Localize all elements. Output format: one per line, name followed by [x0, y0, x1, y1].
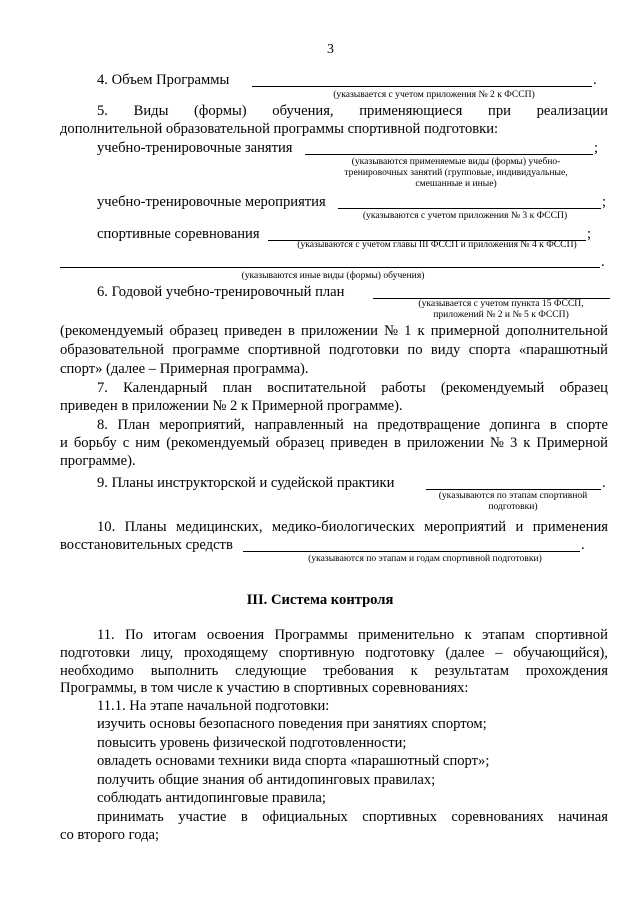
word: необходимо [60, 663, 134, 679]
word: следующие [235, 663, 307, 679]
item-9-end: . [602, 475, 606, 491]
word: по [407, 342, 423, 358]
word: Примерной [536, 435, 608, 451]
training-sessions-note-1: (указываются применяемые виды (формы) учебно- [351, 156, 561, 167]
item-4-note: (указывается с учетом приложения № 2 к ФССП) [333, 89, 535, 100]
word: применения [532, 519, 608, 535]
word: принимать [97, 809, 164, 825]
word: виду [430, 342, 461, 358]
competitions-note: (указываются с учетом главы III ФССП и приложения № 4 к ФССП) [297, 239, 577, 250]
word: медицинских, [175, 519, 263, 535]
word: к [464, 627, 472, 643]
word: освоения [206, 627, 265, 643]
word: официальных [262, 809, 348, 825]
p11-line-1 [97, 626, 608, 644]
word: к [410, 663, 418, 679]
word: образец [275, 435, 325, 451]
word: № [489, 435, 504, 451]
word: спортивной [535, 627, 608, 643]
item-7-line-2: приведен в приложении № 2 к Примерной программе). [60, 398, 403, 414]
word: лицу, [140, 645, 174, 661]
item-9-label: 9. Планы инструкторской и судейской практики [97, 475, 395, 491]
word: приложении [406, 435, 484, 451]
item-9-note-1: (указываются по этапам спортивной [438, 490, 588, 501]
competitions-label: спортивные соревнования [97, 226, 260, 242]
item-6-note-1: (указывается с учетом пункта 15 ФССП, [418, 298, 584, 309]
word: образец [169, 323, 219, 339]
word: № [384, 323, 399, 339]
word: борьбу [73, 435, 117, 451]
word: проходящему [183, 645, 268, 661]
word: 11. [97, 627, 115, 643]
word: результатам [434, 663, 509, 679]
word: допинга [489, 417, 541, 433]
word: работы [381, 380, 426, 396]
requirement-2: повысить уровень физической подготовленности; [97, 735, 407, 751]
word: спорта [468, 342, 511, 358]
word: соревнованиях [451, 809, 544, 825]
word: 1 [404, 323, 412, 339]
training-sessions-end: ; [594, 140, 599, 156]
word: в [394, 435, 401, 451]
other-forms-note: (указываются иные виды (формы) обучения) [241, 270, 425, 281]
subsection-11-1: 11.1. На этапе начальной подготовки: [97, 698, 330, 714]
training-sessions-note-2: тренировочных занятий (групповые, индивидуальные, [344, 167, 568, 178]
word: приложении [301, 323, 378, 339]
word: 8. [97, 417, 108, 433]
word: (рекомендуемый [440, 380, 545, 396]
word: и [60, 435, 68, 451]
word: дополнительной [505, 323, 608, 339]
word: спортивную [278, 645, 355, 661]
item-4-label: 4. Объем Программы [97, 72, 230, 88]
word: (рекомендуемый [60, 323, 164, 339]
training-events-label: учебно-тренировочные мероприятия [97, 194, 326, 210]
word: к [417, 323, 425, 339]
word: требования [323, 663, 394, 679]
word: с [122, 435, 130, 451]
item-8-line-1 [97, 416, 608, 434]
word: подготовки [60, 645, 131, 661]
other-forms-blank-line [60, 267, 600, 268]
word: 3 [509, 435, 518, 451]
p11-line-3 [60, 662, 608, 680]
word: прохождения [525, 663, 608, 679]
word: обучающийся), [513, 645, 608, 661]
item-6-para-line-2 [60, 341, 608, 359]
word: выполнить [150, 663, 219, 679]
item-6-para-line-1 [60, 322, 608, 340]
requirement-6-line-1 [97, 808, 608, 826]
word: (далее [445, 645, 485, 661]
word: этапам [482, 627, 525, 643]
word: мероприятий [424, 519, 507, 535]
item-8-line-2 [60, 434, 608, 452]
word: образец [559, 380, 608, 396]
word: итогам [153, 627, 197, 643]
word: 10. [97, 519, 116, 535]
word: План [117, 417, 150, 433]
word: участие [178, 809, 227, 825]
item-10-end: . [581, 537, 585, 553]
word: приведен [224, 323, 282, 339]
word: ним [135, 435, 161, 451]
item-5-line-1 [97, 102, 608, 120]
other-forms-end: . [601, 254, 605, 270]
word: спортивной [247, 342, 321, 358]
item-10-blank-line [243, 551, 580, 552]
word: 5. [97, 103, 108, 119]
item-6-note-2: приложений № 2 и № 5 к ФССП) [433, 309, 569, 320]
item-4-end: . [593, 72, 597, 88]
word: Программы [274, 627, 348, 643]
word: «парашютный [518, 342, 608, 358]
word: предотвращение [377, 417, 481, 433]
word: на [353, 417, 368, 433]
item-9-note-2: подготовки) [488, 501, 538, 512]
training-events-blank-line [338, 208, 601, 209]
p11-line-4: Программы, в том числе к участию в спортивных соревнованиях: [60, 680, 469, 696]
word: к [523, 435, 531, 451]
word: реализации [536, 103, 608, 119]
word: подготовки [328, 342, 400, 358]
item-8-line-3: программе). [60, 453, 136, 469]
word: – [495, 645, 503, 661]
word: план [222, 380, 252, 396]
item-7-line-1 [97, 379, 608, 397]
section-heading: III. Система контроля [246, 592, 394, 608]
word: (формы) [194, 103, 247, 119]
word: и [515, 519, 524, 535]
word: в [549, 417, 557, 433]
word: в [240, 809, 248, 825]
training-events-end: ; [602, 194, 607, 210]
word: применяющиеся [359, 103, 463, 119]
word: программе [172, 342, 240, 358]
training-sessions-blank-line [305, 154, 593, 155]
word: подготовку [365, 645, 435, 661]
requirement-5: соблюдать антидопинговые правила; [97, 790, 326, 806]
requirement-4: получить общие знания об антидопинговых правилах; [97, 772, 436, 788]
word: Календарный [123, 380, 208, 396]
training-events-note: (указываются с учетом приложения № 3 к ФССП) [362, 210, 568, 221]
word: образовательной [60, 342, 164, 358]
training-sessions-label: учебно-тренировочные занятия [97, 140, 293, 156]
word: 7. [97, 380, 108, 396]
requirement-6-line-2: со второго года; [60, 827, 160, 843]
word: приведен [330, 435, 388, 451]
word: По [125, 627, 143, 643]
competitions-end: ; [587, 226, 592, 242]
word: в [288, 323, 295, 339]
word: начиная [558, 809, 608, 825]
item-6-label: 6. Годовой учебно-тренировочный план [97, 284, 345, 300]
training-sessions-note-3: смешанные и иные) [415, 178, 497, 189]
item-10-line-2-label: восстановительных средств [60, 537, 233, 553]
item-10-note: (указываются по этапам и годам спортивной подготовки) [308, 553, 542, 564]
p11-line-2 [60, 644, 608, 662]
page-number: 3 [327, 42, 334, 57]
word: при [488, 103, 511, 119]
word: воспитательной [267, 380, 367, 396]
word: спортивных [362, 809, 437, 825]
word: примерной [430, 323, 500, 339]
word: (рекомендуемый [166, 435, 270, 451]
word: направленный [254, 417, 344, 433]
requirement-1: изучить основы безопасного поведения при занятиях спортом; [97, 716, 487, 732]
word: медико-биологических [271, 519, 415, 535]
item-5-line-2: дополнительной образовательной программы спортивной подготовки: [60, 121, 499, 137]
word: Планы [124, 519, 167, 535]
word: Виды [133, 103, 169, 119]
item-6-para-line-3: спорт» (далее – Примерная программа). [60, 361, 309, 377]
word: обучения, [272, 103, 334, 119]
word: спорте [566, 417, 608, 433]
item-10-line-1 [97, 518, 608, 536]
word: мероприятий, [159, 417, 245, 433]
word: применительно [358, 627, 455, 643]
item-4-blank-line [252, 86, 592, 87]
requirement-3: овладеть основами техники вида спорта «парашютный спорт»; [97, 753, 490, 769]
